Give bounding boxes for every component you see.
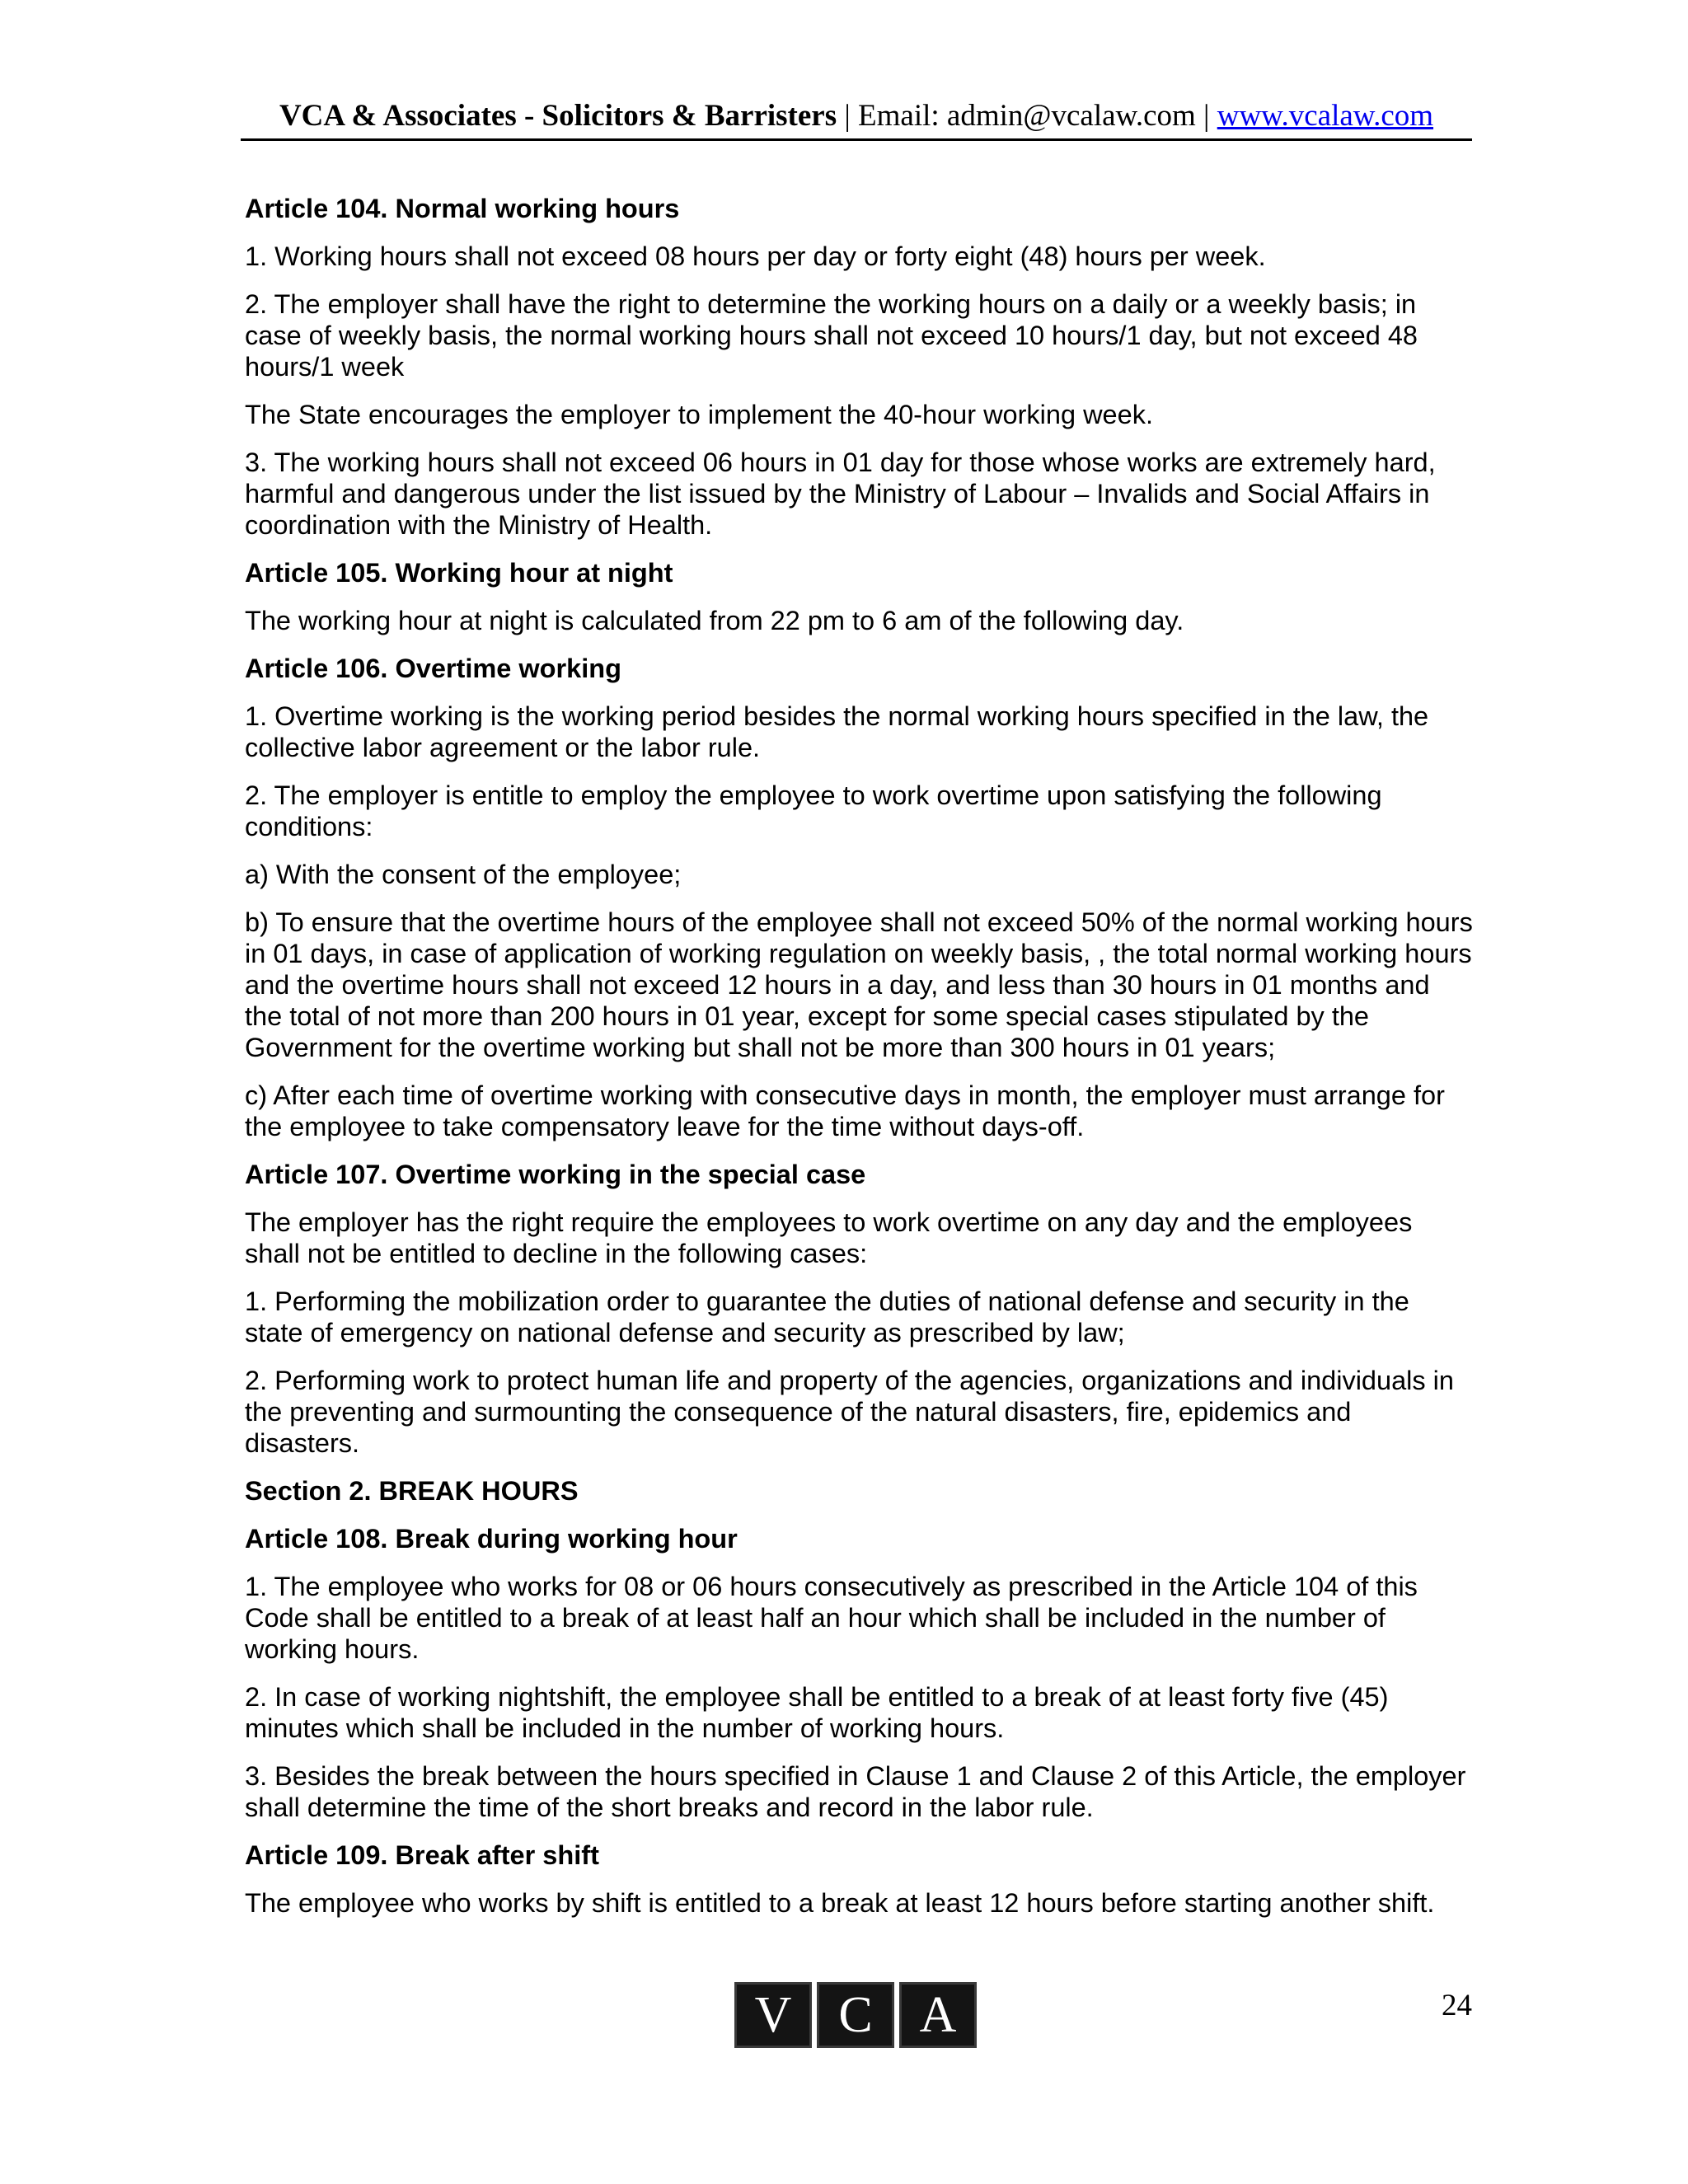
- website-link[interactable]: www.vcalaw.com: [1217, 99, 1434, 133]
- paragraph: 1. Working hours shall not exceed 08 hours per day or forty eight (48) hours per week.: [245, 241, 1266, 271]
- paragraph: 2. Performing work to protect human life and property of the agencies, organizations and individuals in the preventing and surmounting the consequence of the natural disasters, fire, epidemics and disasters.: [245, 1366, 1454, 1458]
- page-header: [241, 94, 1472, 141]
- article-heading: Article 108. Break during working hour: [245, 1524, 738, 1554]
- article-heading: Article 109. Break after shift: [245, 1840, 599, 1870]
- header-email: Email: admin@vcalaw.com: [858, 99, 1196, 133]
- paragraph: c) After each time of overtime working with consecutive days in month, the employer must arrange for the employee to take compensatory leave for the time without days-off.: [245, 1080, 1445, 1141]
- firm-name: VCA & Associates - Solicitors & Barristers: [279, 99, 837, 133]
- paragraph: 2. The employer is entitle to employ the employee to work overtime upon satisfying the following conditions:: [245, 780, 1382, 841]
- paragraph: 1. Performing the mobilization order to guarantee the duties of national defense and security in the state of emergency on national defense and security as prescribed by law;: [245, 1286, 1409, 1347]
- article-heading: Article 107. Overtime working in the special case: [245, 1160, 866, 1189]
- paragraph: 3. Besides the break between the hours specified in Clause 1 and Clause 2 of this Article, the employer shall determine the time of the short breaks and record in the labor rule.: [245, 1761, 1466, 1822]
- logo-letter: V: [734, 1982, 812, 2048]
- paragraph: 2. In case of working nightshift, the employee shall be entitled to a break of at least forty five (45) minutes which shall be included in the number of working hours.: [245, 1682, 1389, 1743]
- page-number: 24: [1442, 1989, 1472, 2022]
- paragraph: a) With the consent of the employee;: [245, 860, 682, 889]
- vca-logo: [734, 1982, 977, 2048]
- header-separator: |: [1195, 99, 1217, 133]
- header-separator: |: [837, 99, 859, 133]
- article-heading: Article 106. Overtime working: [245, 654, 621, 683]
- paragraph: 1. The employee who works for 08 or 06 hours consecutively as prescribed in the Article 104 of this Code shall be entitled to a break of at least half an hour which shall be included in the number of working hours.: [245, 1572, 1418, 1664]
- paragraph: 1. Overtime working is the working period besides the normal working hours specified in the law, the collective labor agreement or the labor rule.: [245, 701, 1429, 762]
- paragraph: 2. The employer shall have the right to determine the working hours on a daily or a weekly basis; in case of weekly basis, the normal working hours shall not exceed 10 hours/1 day, but not exceed 48 hours/1 week: [245, 289, 1418, 382]
- logo-letter: C: [817, 1982, 894, 2048]
- article-heading: Article 105. Working hour at night: [245, 558, 673, 588]
- paragraph: b) To ensure that the overtime hours of the employee shall not exceed 50% of the normal working hours in 01 days, in case of application of working regulation on weekly basis, , the total normal working hours and the overtime hours shall not exceed 12 hours in a day, and less than 30 hours in 01 months and the total of not more than 200 hours in 01 year, except for some special cases stipulated by the Government for the overtime working but shall not be more than 300 hours in 01 years;: [245, 907, 1473, 1062]
- article-heading: Section 2. BREAK HOURS: [245, 1476, 579, 1506]
- paragraph: The employer has the right require the employees to work overtime on any day and the employees shall not be entitled to decline in the following cases:: [245, 1207, 1413, 1268]
- paragraph: The employee who works by shift is entitled to a break at least 12 hours before starting another shift.: [245, 1888, 1435, 1918]
- paragraph: The State encourages the employer to implement the 40-hour working week.: [245, 400, 1153, 429]
- document-body: [245, 193, 1473, 1935]
- paragraph: 3. The working hours shall not exceed 06 hours in 01 day for those whose works are extremely hard, harmful and dangerous under the list issued by the Ministry of Labour – Invalids and Social Affairs in coordination with the Ministry of Health.: [245, 448, 1436, 540]
- article-heading: Article 104. Normal working hours: [245, 194, 680, 223]
- logo-letter: A: [899, 1982, 977, 2048]
- paragraph: The working hour at night is calculated from 22 pm to 6 am of the following day.: [245, 606, 1184, 635]
